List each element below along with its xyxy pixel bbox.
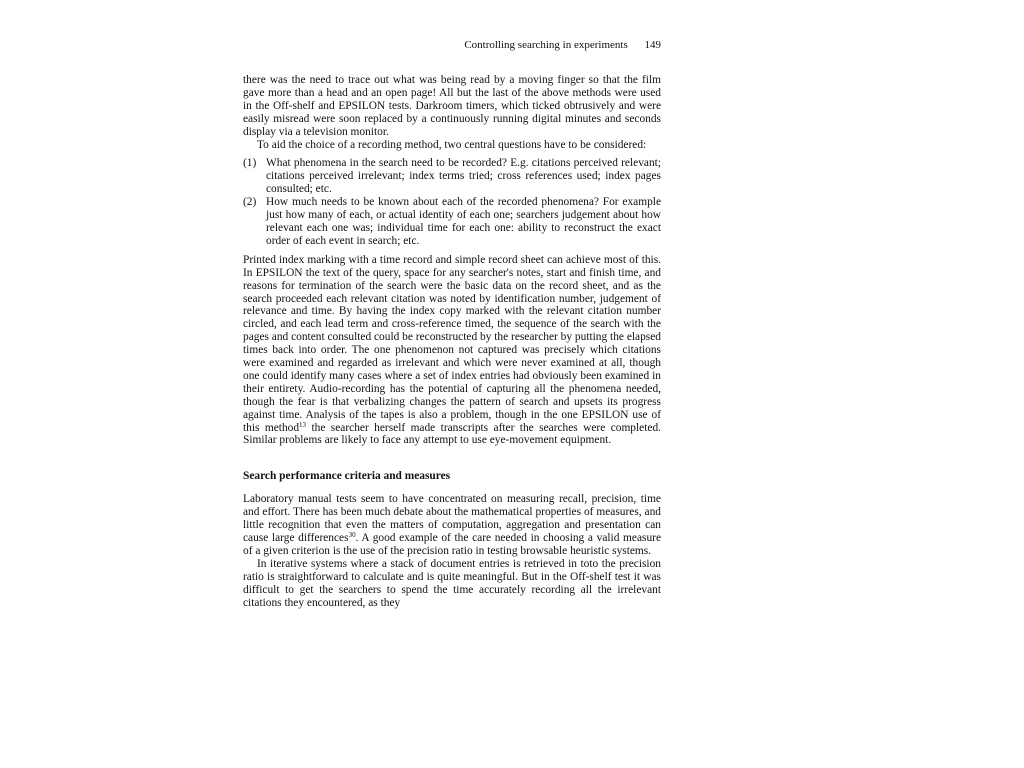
paragraph-4: [243, 493, 661, 558]
running-head-title: Controlling searching in experiments: [464, 39, 628, 51]
section-heading: Search performance criteria and measures: [243, 470, 451, 483]
paragraph-2: To aid the choice of a recording method, two central questions have to be considered:: [257, 138, 647, 151]
numbered-list: [243, 157, 661, 247]
list-item: [243, 157, 661, 196]
list-item-number: (2): [243, 196, 257, 209]
paragraph-3: [243, 254, 661, 448]
footnote-reference: 30: [348, 531, 356, 540]
list-item-number: (1): [243, 157, 257, 170]
page-number: 149: [644, 39, 661, 51]
running-head: [243, 38, 661, 52]
paragraph-5: In iterative systems where a stack of document entries is retrieved in toto the precision ratio is straightforward to calculate and is quite meaningful. But in the Off-shelf test it was difficult to get the searchers to spend the time accurately recording all the irrelevant citations they encountered, as they: [243, 557, 661, 609]
list-item: [243, 196, 661, 248]
paragraph-1: there was the need to trace out what was being read by a moving finger so that the film gave more than a head and an open page! All but the last of the above methods were used in the Off-shelf and EPSILON tests. Darkroom timers, which ticked obtrusively and were easily misread were soon replaced by a continuously running digital minutes and seconds display via a television monitor.: [243, 74, 661, 138]
list-item-text: How much needs to be known about each of the recorded phenomena? For example just how many of each, or actual identity of each one; searchers judgement about how relevant each one was; individual time for each one: ability to reconstruct the exact order of each event in search; etc.: [266, 196, 661, 247]
footnote-reference: 13: [299, 420, 307, 429]
paragraph-3-text-continued: the searcher herself made transcripts after the searches were completed. Similar problems are likely to face any attempt to use eye-movement equipment.: [243, 421, 661, 447]
list-item-text: What phenomena in the search need to be recorded? E.g. citations perceived relevant; citations perceived irrelevant; index terms tried; cross references used; index pages consulted; etc.: [266, 157, 661, 196]
book-page: [243, 38, 661, 610]
paragraph-3-text: Printed index marking with a time record and simple record sheet can achieve most of this. In EPSILON the text of the query, space for any searcher's notes, start and finish time, and reasons for termination of the search were the basic data on the record sheet, and as the search proceeded each relevant citation was noted by identification number, judgement of relevance and time. By having the index copy marked with the relevant citation number circled, and each lead term and cross-reference timed, the sequence of the search with the pages and content consulted could be reconstructed by the researcher by putting the elapsed times back into order. The one phenomenon not captured was precisely which citations were examined and regarded as irrelevant and which were never examined at all, though one could identify many cases where a set of index entries had obviously been examined in their entirety. Audio-recording has the potential of capturing all the phenomena needed, though the fear is that verbalizing changes the pattern of search and upsets its progress against time. Analysis of the tapes is also a problem, though in the one EPSILON use of this method: [243, 253, 661, 434]
paragraph-4-text: Laboratory manual tests seem to have concentrated on measuring recall, precision, time and effort. There has been much debate about the mathematical properties of measures, and little recognition that even the matters of computation, aggregation and presentation can cause large differences: [243, 493, 661, 545]
paragraph-4-text-continued: . A good example of the care needed in choosing a valid measure of a given criterion is the use of the precision ratio in testing browsable heuristic systems.: [243, 532, 661, 557]
